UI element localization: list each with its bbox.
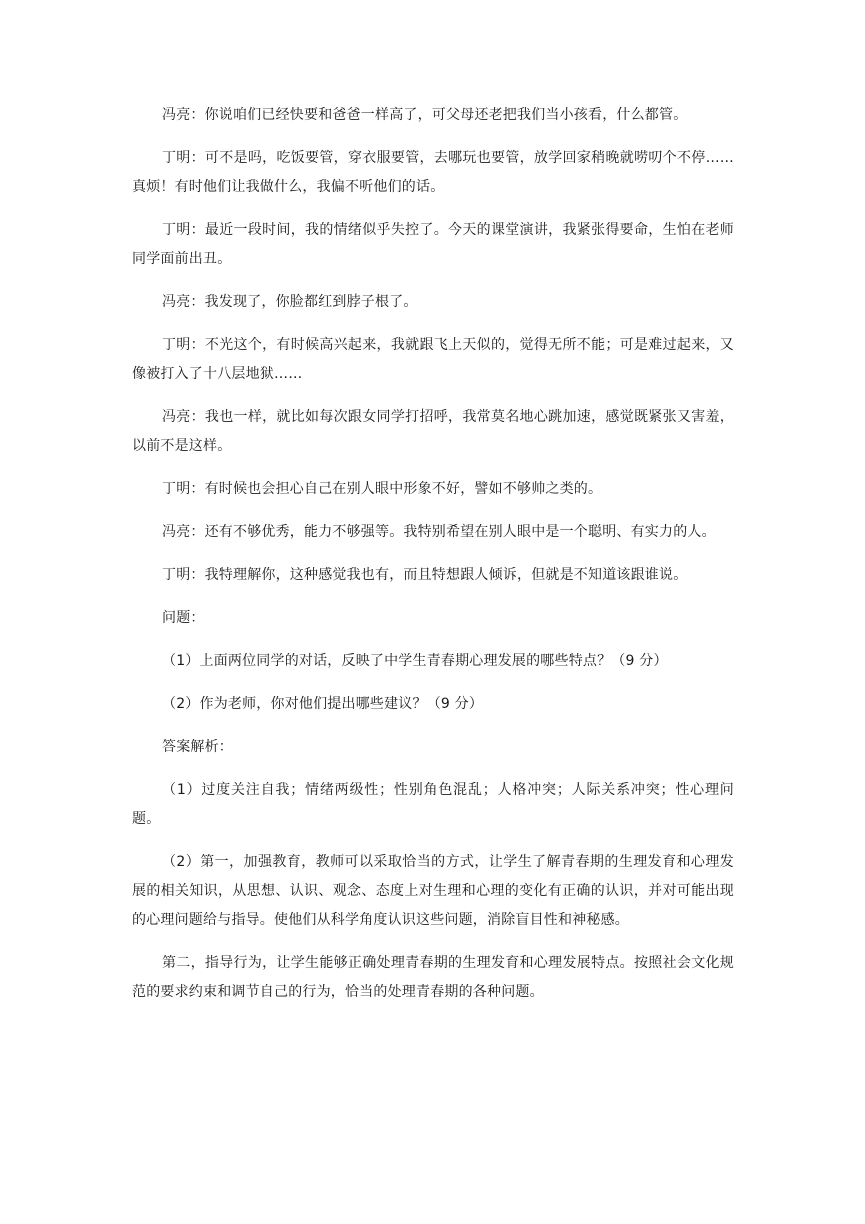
answer-paragraph: 第二，指导行为，让学生能够正确处理青春期的生理发育和心理发展特点。按照社会文化规范的要求约束和调节自己的行为，恰当的处理青春期的各种问题。 [132, 955, 734, 1000]
dialogue-line: 冯亮：你说咱们已经快要和爸爸一样高了，可父母还老把我们当小孩看，什么都管。 [162, 107, 688, 123]
dialogue-line: 丁明：不光这个，有时候高兴起来，我就跟飞上天似的，觉得无所不能；可是难过起来，又像被打入了十八层地狱…… [132, 337, 734, 382]
answer-paragraph: （1）过度关注自我；情绪两级性；性别角色混乱；人格冲突；人际关系冲突；性心理问题。 [132, 782, 734, 827]
document-body [132, 101, 734, 1021]
dialogue-line: 丁明：可不是吗，吃饭要管，穿衣服要管，去哪玩也要管，放学回家稍晚就唠叨个不停……真烦！有时他们让我做什么，我偏不听他们的话。 [132, 150, 734, 195]
dialogue-line: 丁明：最近一段时间，我的情绪似乎失控了。今天的课堂演讲，我紧张得要命，生怕在老师同学面前出丑。 [132, 222, 734, 267]
answer-heading: 答案解析： [162, 739, 233, 755]
question-heading: 问题： [162, 610, 205, 626]
dialogue-line: 丁明：我特理解你，这种感觉我也有，而且特想跟人倾诉，但就是不知道该跟谁说。 [162, 567, 688, 583]
answer-paragraph: （2）第一，加强教育，教师可以采取恰当的方式，让学生了解青春期的生理发育和心理发展的相关知识，从思想、认识、观念、态度上对生理和心理的变化有正确的认识，并对可能出现的心理问题给与指导。使他们从科学角度认识这些问题，消除盲目性和神秘感。 [132, 854, 734, 928]
dialogue-line: 冯亮：我也一样，就比如每次跟女同学打招呼，我常莫名地心跳加速，感觉既紧张又害羞，以前不是这样。 [132, 409, 734, 454]
question-item: （1）上面两位同学的对话，反映了中学生青春期心理发展的哪些特点？（9 分） [162, 653, 668, 669]
dialogue-line: 冯亮：我发现了，你脸都红到脖子根了。 [162, 294, 418, 310]
dialogue-line: 丁明：有时候也会担心自己在别人眼中形象不好，譬如不够帅之类的。 [162, 481, 603, 497]
dialogue-line: 冯亮：还有不够优秀，能力不够强等。我特别希望在别人眼中是一个聪明、有实力的人。 [162, 524, 716, 540]
question-item: （2）作为老师，你对他们提出哪些建议？（9 分） [162, 696, 484, 712]
